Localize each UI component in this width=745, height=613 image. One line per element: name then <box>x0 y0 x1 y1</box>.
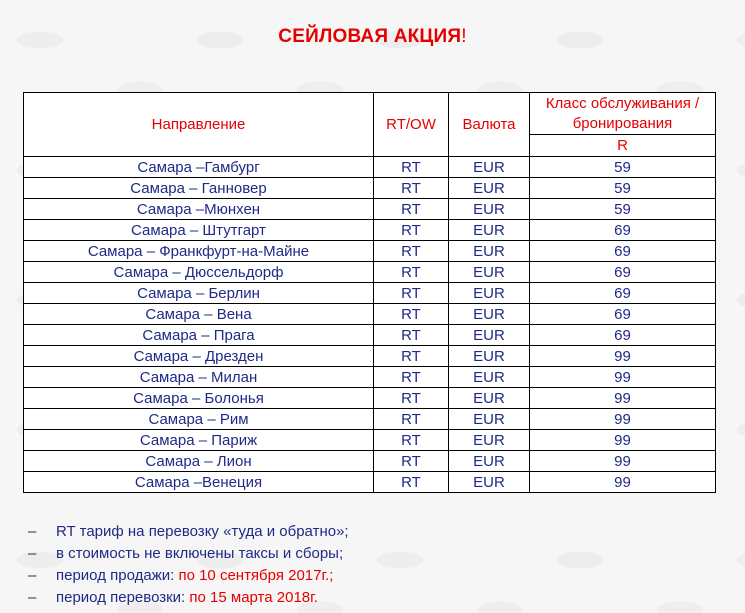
price-cell: 59 <box>530 178 716 199</box>
title-exclamation: ! <box>461 26 467 47</box>
route-cell: Самара – Прага <box>24 325 374 346</box>
price-cell: 99 <box>530 346 716 367</box>
route-cell: Самара – Франкфурт-на-Майне <box>24 241 374 262</box>
route-cell: Самара – Дюссельдорф <box>24 262 374 283</box>
route-cell: Самара –Гамбург <box>24 157 374 178</box>
currency-cell: EUR <box>449 409 530 430</box>
currency-cell: EUR <box>449 388 530 409</box>
price-cell: 99 <box>530 451 716 472</box>
table-row <box>24 472 716 493</box>
note-text: период перевозки: <box>56 589 190 606</box>
table-row <box>24 367 716 388</box>
bullet-dash: – <box>28 545 37 562</box>
bullet-dash: – <box>28 567 37 584</box>
currency-cell: EUR <box>449 472 530 493</box>
notes-list <box>28 523 349 611</box>
table-row <box>24 157 716 178</box>
type-cell: RT <box>374 367 449 388</box>
route-cell: Самара – Берлин <box>24 283 374 304</box>
type-cell: RT <box>374 409 449 430</box>
type-cell: RT <box>374 472 449 493</box>
currency-cell: EUR <box>449 346 530 367</box>
price-cell: 69 <box>530 304 716 325</box>
route-cell: Самара – Дрезден <box>24 346 374 367</box>
type-cell: RT <box>374 199 449 220</box>
table-row <box>24 325 716 346</box>
table-row <box>24 451 716 472</box>
price-cell: 99 <box>530 388 716 409</box>
type-cell: RT <box>374 304 449 325</box>
header-class-code: R <box>530 135 716 157</box>
price-cell: 59 <box>530 199 716 220</box>
fares-table-body <box>24 157 716 493</box>
bullet-dash: – <box>28 523 37 540</box>
price-cell: 99 <box>530 430 716 451</box>
type-cell: RT <box>374 178 449 199</box>
title-text: СЕЙЛОВАЯ АКЦИЯ <box>278 26 462 47</box>
currency-cell: EUR <box>449 367 530 388</box>
type-cell: RT <box>374 241 449 262</box>
table-row <box>24 283 716 304</box>
price-cell: 99 <box>530 367 716 388</box>
currency-cell: EUR <box>449 178 530 199</box>
table-row <box>24 220 716 241</box>
route-cell: Самара – Рим <box>24 409 374 430</box>
table-row <box>24 262 716 283</box>
header-currency: Валюта <box>449 93 530 157</box>
route-cell: Самара –Венеция <box>24 472 374 493</box>
price-cell: 99 <box>530 472 716 493</box>
currency-cell: EUR <box>449 241 530 262</box>
currency-cell: EUR <box>449 220 530 241</box>
price-cell: 69 <box>530 325 716 346</box>
route-cell: Самара – Милан <box>24 367 374 388</box>
type-cell: RT <box>374 346 449 367</box>
table-row <box>24 304 716 325</box>
type-cell: RT <box>374 283 449 304</box>
note-highlight: по 10 сентября 2017г.; <box>178 567 334 584</box>
table-row <box>24 241 716 262</box>
currency-cell: EUR <box>449 304 530 325</box>
route-cell: Самара –Мюнхен <box>24 199 374 220</box>
type-cell: RT <box>374 430 449 451</box>
type-cell: RT <box>374 451 449 472</box>
price-cell: 69 <box>530 283 716 304</box>
table-row <box>24 178 716 199</box>
note-item <box>28 545 349 567</box>
price-cell: 69 <box>530 220 716 241</box>
price-cell: 69 <box>530 241 716 262</box>
currency-cell: EUR <box>449 325 530 346</box>
type-cell: RT <box>374 157 449 178</box>
note-item <box>28 523 349 545</box>
price-cell: 69 <box>530 262 716 283</box>
route-cell: Самара – Болонья <box>24 388 374 409</box>
table-row <box>24 430 716 451</box>
table-row <box>24 199 716 220</box>
page-title <box>0 26 745 48</box>
note-highlight: по 15 марта 2018г. <box>189 589 318 606</box>
type-cell: RT <box>374 388 449 409</box>
header-rt-ow: RT/OW <box>374 93 449 157</box>
header-class: Класс обслуживания / бронирования <box>530 93 716 135</box>
type-cell: RT <box>374 262 449 283</box>
currency-cell: EUR <box>449 283 530 304</box>
note-text: период продажи: <box>56 567 179 584</box>
bullet-dash: – <box>28 589 37 606</box>
table-row <box>24 346 716 367</box>
table-row <box>24 409 716 430</box>
price-cell: 99 <box>530 409 716 430</box>
route-cell: Самара – Штутгарт <box>24 220 374 241</box>
route-cell: Самара – Париж <box>24 430 374 451</box>
currency-cell: EUR <box>449 451 530 472</box>
note-text: в стоимость не включены таксы и сборы; <box>56 545 344 562</box>
currency-cell: EUR <box>449 430 530 451</box>
table-row <box>24 388 716 409</box>
header-direction: Направление <box>24 93 374 157</box>
route-cell: Самара – Ганновер <box>24 178 374 199</box>
currency-cell: EUR <box>449 157 530 178</box>
note-text: RT тариф на перевозку «туда и обратно»; <box>56 523 349 540</box>
fares-table <box>23 92 716 493</box>
route-cell: Самара – Вена <box>24 304 374 325</box>
note-item <box>28 589 349 611</box>
currency-cell: EUR <box>449 262 530 283</box>
currency-cell: EUR <box>449 199 530 220</box>
type-cell: RT <box>374 220 449 241</box>
price-cell: 59 <box>530 157 716 178</box>
note-item <box>28 567 349 589</box>
type-cell: RT <box>374 325 449 346</box>
route-cell: Самара – Лион <box>24 451 374 472</box>
